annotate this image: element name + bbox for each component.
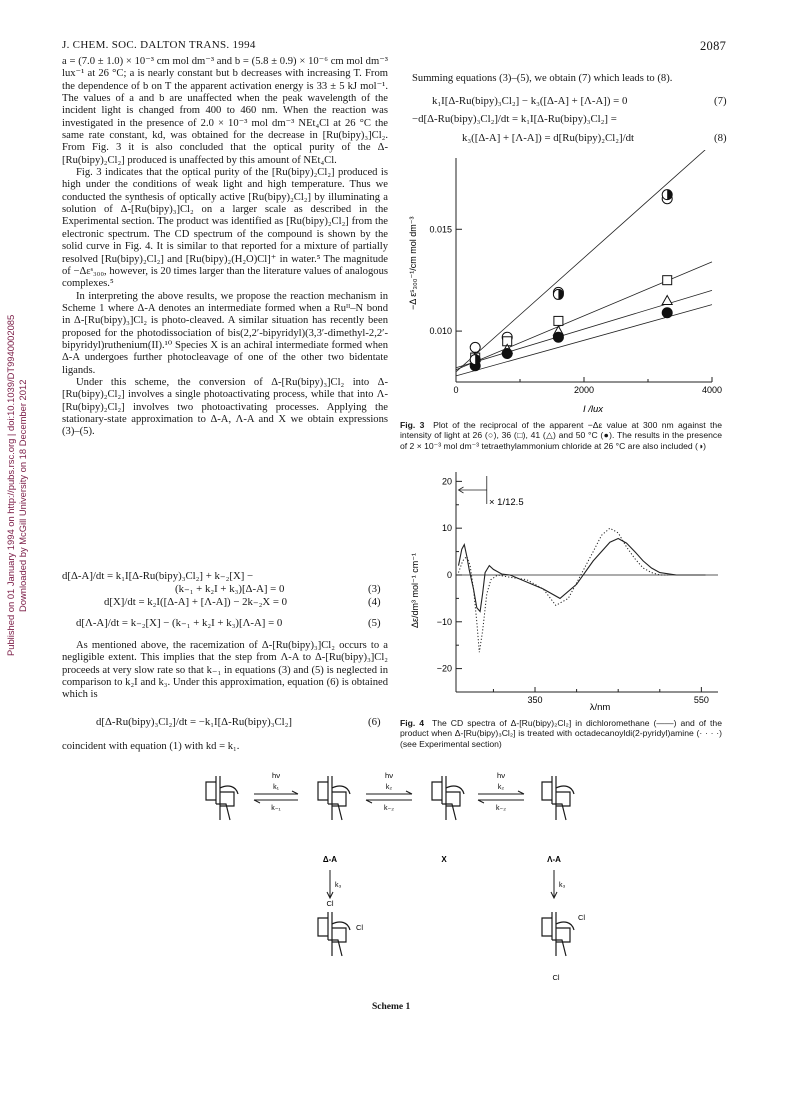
fig3-fit-line	[456, 290, 712, 367]
down-arrow-left-k: k₃	[335, 882, 342, 889]
arrow2-k-bottom: k₋₂	[384, 805, 394, 812]
side-note-downloaded: Downloaded by McGill University on 18 December 2012	[17, 379, 28, 612]
equilibrium-arrow-3	[478, 791, 524, 803]
paragraph-2: Fig. 3 indicates that the optical purity of the [Ru(bipy)₂Cl₂] produced is high under the conditions of weak light and high temperature. Thus we conducted the synthesis of optically active [Ru(bipy)₂Cl₂] by illuminating a solution of Δ-[Ru(bipy)₃]Cl₂ on a larger scale as described in the Experimental section. The product was identified as [Ru(bipy)₂Cl₂] from the electronic spectrum. The CD spectrum of the compound is shown by the solid curve in Fig. 4. It is similar to that reported for a mixture of partially resolved [Ru(bipy)₂Cl₂] and [Ru(bipy)₂(H₂O)Cl]⁺ in water.⁵ The magnitude of −Δεˢ₃₀₀, however, is 20 times larger than the literature values of analogous complexes.⁵	[62, 167, 388, 290]
equation-7: k₁I[Δ-Ru(bipy)₃Cl₂] − k₃([Δ-A] + [Λ-A]) = 0	[432, 95, 628, 107]
down-arrow-left	[327, 870, 333, 898]
arrow3-hv: hν	[497, 771, 505, 780]
fig4-y-tick-label: −20	[436, 663, 452, 674]
complex-lambda-ru-bipy2cl2	[542, 912, 574, 956]
arrow1-hv: hν	[272, 771, 280, 780]
fig4-annotation: × 1/12.5	[489, 497, 524, 508]
fig3-point-open-circle	[470, 342, 480, 352]
page-number: 2087	[700, 39, 727, 53]
fig4-y-tick-label: −10	[436, 616, 452, 627]
fig4-y-tick-label: 20	[441, 476, 452, 487]
fig3-point-open-square	[554, 316, 563, 325]
fig3-point-filled-circle	[502, 348, 512, 358]
figure-3-chart	[400, 150, 730, 418]
side-note-published: Published on 01 January 1994 on http://pubs.rsc.org | doi:10.1039/DT9940002085	[5, 314, 16, 656]
scheme-1	[180, 770, 620, 1000]
fig3-fit-line	[456, 305, 712, 376]
fig3-point-open-square	[663, 276, 672, 285]
equation-4-number: (4)	[368, 596, 381, 608]
arrow3-k-top: k₂	[497, 784, 505, 791]
down-arrow-right	[551, 870, 557, 898]
fig3-fit-line	[456, 150, 712, 372]
complex-lambda-a	[542, 776, 574, 820]
arrow2-k-top: k₂	[385, 784, 393, 791]
fig4-y-tick-label: 10	[441, 523, 452, 534]
equilibrium-arrow-2	[366, 791, 412, 803]
figure-4-caption	[400, 718, 722, 749]
equation-8-line-2: k₃([Δ-A] + [Λ-A]) = d[Ru(bipy)₂Cl₂]/dt	[462, 132, 634, 144]
fig4-x-tick-label: 550	[693, 695, 709, 705]
fig3-caption-label: Fig. 3	[400, 420, 425, 430]
complex-delta-ru-bipy3	[206, 776, 238, 820]
arrow3-k-bottom: k₋₂	[496, 805, 506, 812]
arrow2-hv: hν	[385, 771, 393, 780]
arrow1-k-bottom: k₋₁	[271, 805, 281, 812]
equation-3-line-2: (k₋₁ + k₂I + k₃)[Δ-A] = 0	[175, 583, 285, 595]
fig3-point-filled-circle	[662, 308, 672, 318]
complex-delta-ru-bipy2cl2	[318, 912, 350, 956]
fig3-x-tick-label: 0	[453, 385, 459, 395]
fig4-y-axis-label: Δε/dm³ mol⁻¹ cm⁻¹	[410, 552, 420, 628]
arrow1-k-top: k₁	[273, 784, 279, 791]
cl-label-2: Cl	[356, 923, 364, 932]
equation-5: d[Λ-A]/dt = k₋₂[X] − (k₋₁ + k₂I + k₃)[Λ-A] = 0	[76, 617, 283, 629]
equation-3-number: (3)	[368, 583, 381, 595]
left-column	[62, 56, 388, 439]
cl-label-4: Cl	[552, 973, 560, 982]
fig3-caption-text: Plot of the reciprocal of the apparent −Δε value at 300 nm against the intensity of light at 26 (○), 36 (□), 41 (△) and 50 °C (●). The results in the presence of 2 × 10⁻³ mol dm⁻³ tetraethylammonium chloride at 26 °C are also included (◑)	[400, 420, 722, 451]
fig3-x-axis-label: I /lux	[582, 404, 604, 415]
fig3-x-tick-label: 2000	[573, 385, 595, 395]
fig3-point-filled-circle	[553, 332, 563, 342]
complex-x	[432, 776, 464, 820]
right-intro: Summing equations (3)–(5), we obtain (7) which leads to (8).	[412, 73, 673, 84]
scheme-caption: Scheme 1	[372, 1002, 411, 1012]
fig3-point-open-triangle	[662, 296, 672, 305]
fig3-y-axis-label: −Δ εˢ₃₀₀⁻¹/cm mol dm⁻³	[408, 216, 418, 310]
equation-8-line-1: −d[Δ-Ru(bipy)₃Cl₂]/dt = k₁I[Δ-Ru(bipy)₃Cl₂] =	[412, 113, 617, 125]
paragraph-5: As mentioned above, the racemization of Δ-[Ru(bipy)₃]Cl₂ occurs to a negligible extent. This implies that the step from Λ-A to Δ-[Ru(bipy)₃]Cl₂ proceeds at very slow rate so that k₋₁ in equations (3) and (5) is neglected in comparison to k₂I and k₃. Under this approximation, equation (6) is obtained which is	[62, 640, 388, 701]
equation-4: d[X]/dt = k₂I([Δ-A] + [Λ-A]) − 2k₋₂X = 0	[104, 596, 288, 608]
figure-3-caption	[400, 420, 722, 451]
cl-label-1: Cl	[326, 899, 334, 908]
fig4-caption-text: The CD spectra of Δ-[Ru(bipy)₂Cl₂] in dichloromethane (——) and of the product when Δ-[Ru(bipy)₃Cl₂] is treated with octadecanoyldi(2-pyridyl)amine (· · · ·) (see Experimental section)	[400, 718, 722, 749]
figure-4-chart	[400, 466, 730, 714]
equation-7-number: (7)	[714, 95, 727, 107]
paragraph-1: a = (7.0 ± 1.0) × 10⁻³ cm mol dm⁻³ and b = (5.8 ± 0.9) × 10⁻⁶ cm mol dm⁻³ lux⁻¹ at 26 °C; a is nearly constant but b decreases with increasing T. From the dependence of b on T the apparent activation energy is 33 ± 5 kJ mol⁻¹. The values of a and b are unaffected when the peak wavelength of the incident light is changed from 400 to 460 nm. When the reaction was investigated in the presence of 2.0 × 10⁻³ mol dm⁻³ NEt₄Cl at 26 °C the same rate constant, kd, was obtained for the decrease in [Ru(bipy)₃]Cl₂. From Fig. 3 it is also concluded that the optical purity of the Δ-[Ru(bipy)₂Cl₂] produced is unaffected by this amount of NEt₄Cl.	[62, 56, 388, 166]
journal-header: J. CHEM. SOC. DALTON TRANS. 1994	[62, 39, 256, 51]
fig3-fit-line	[456, 262, 712, 370]
fig4-dotted-curve	[459, 528, 669, 652]
equation-5-number: (5)	[368, 617, 381, 629]
paragraph-3: In interpreting the above results, we propose the reaction mechanism in Scheme 1 where Δ-A denotes an intermediate formed when a Ruᴵᴵ–N bond in Δ-[Ru(bipy)₃]Cl₂ is photo-cleaved. A similar situation has recently been proposed for the photodissociation of bis(2,2′-bipyridyl)(3,3′-dimethyl-2,2′-bipyridyl)ruthenium(II).¹⁰ Species X is an achiral intermediate formed when Δ-A undergoes further photocleavage of one of the other two bidentate ligands.	[62, 290, 388, 376]
equation-6: d[Δ-Ru(bipy)₃Cl₂]/dt = −k₁I[Δ-Ru(bipy)₃Cl₂]	[96, 716, 293, 728]
paragraph-4: Under this scheme, the conversion of Δ-[Ru(bipy)₃]Cl₂ into Δ-[Ru(bipy)₂Cl₂] involves a single photoactivating process, while that into Λ-[Ru(bipy)₂Cl₂] involves two photoactivating processes. Applying the stationary-state approximation to Δ-A, Λ-A and X we obtain expressions (3)–(5).	[62, 376, 388, 438]
down-arrow-right-k: k₃	[559, 882, 566, 889]
fig4-x-tick-label: 350	[527, 695, 543, 705]
equilibrium-arrow-1	[254, 791, 298, 803]
fig3-y-tick-label: 0.015	[429, 224, 452, 235]
equation-6-number: (6)	[368, 716, 381, 728]
equation-3-line-1: d[Δ-A]/dt = k₁I[Δ-Ru(bipy)₃Cl₂] + k₋₂[X] −	[62, 570, 254, 582]
fig3-y-tick-label: 0.010	[429, 326, 452, 337]
equation-8-number: (8)	[714, 132, 727, 144]
label-x: X	[441, 855, 447, 864]
label-lambda-a: Λ-A	[547, 855, 561, 864]
fig3-x-tick-label: 4000	[701, 385, 723, 395]
fig4-x-axis-label: λ/nm	[589, 702, 611, 713]
cl-label-3: Cl	[578, 913, 586, 922]
label-delta-a: Δ-A	[322, 855, 338, 864]
fig4-caption-label: Fig. 4	[400, 718, 425, 728]
complex-delta-a	[318, 776, 350, 820]
fig4-y-tick-label: 0	[446, 569, 452, 580]
paragraph-6: coincident with equation (1) with kd = k₁.	[62, 741, 240, 752]
